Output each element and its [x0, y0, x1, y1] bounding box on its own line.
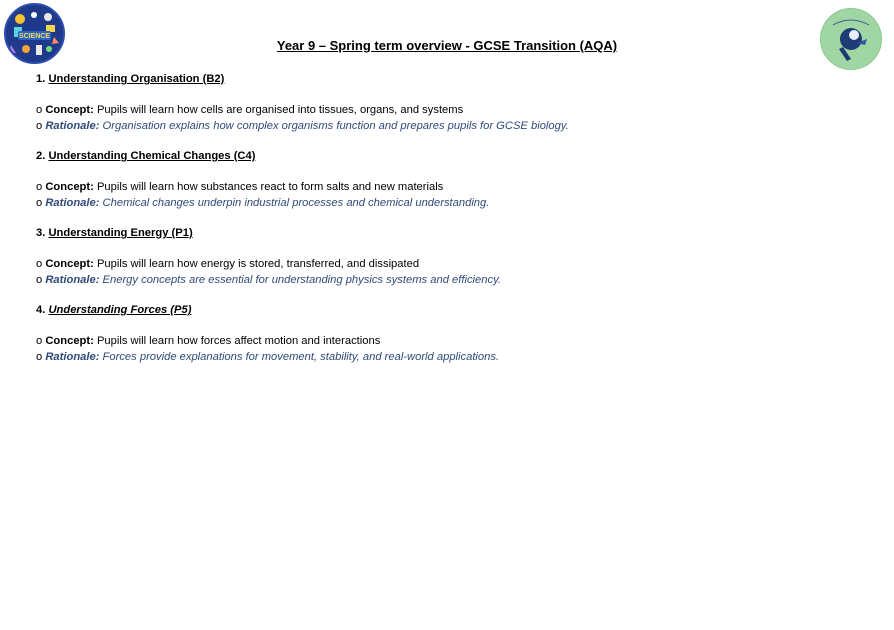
- rationale-line: [36, 118, 856, 134]
- section-title: Understanding Organisation (B2): [48, 73, 225, 85]
- bullet-marker: o: [36, 120, 43, 132]
- rationale-text: Forces provide explanations for movement, stability, and real-world applications.: [102, 351, 500, 363]
- science-logo: [4, 3, 65, 64]
- concept-label: Concept:: [45, 181, 94, 193]
- page-title: Year 9 – Spring term overview - GCSE Transition (AQA): [276, 38, 618, 53]
- rationale-text: Chemical changes underpin industrial processes and chemical understanding.: [102, 197, 490, 209]
- concept-text: Pupils will learn how substances react to form salts and new materials: [96, 181, 444, 193]
- rationale-label: Rationale:: [45, 351, 100, 363]
- section-chemical-changes: [36, 148, 856, 211]
- section-number: 3.: [36, 227, 46, 239]
- science-logo-art: [6, 5, 63, 62]
- section-heading: [36, 71, 856, 87]
- section-energy: [36, 225, 856, 288]
- rationale-line: [36, 272, 856, 288]
- bullet-marker: o: [36, 258, 43, 270]
- rationale-label: Rationale:: [45, 120, 100, 132]
- section-forces: [36, 302, 856, 365]
- concept-label: Concept:: [45, 258, 94, 270]
- concept-text: Pupils will learn how cells are organised into tissues, organs, and systems: [96, 104, 464, 116]
- overview-content: [36, 71, 856, 379]
- bullet-marker: o: [36, 181, 43, 193]
- bullet-marker: o: [36, 197, 43, 209]
- bullet-marker: o: [36, 335, 43, 347]
- concept-label: Concept:: [45, 335, 94, 347]
- concept-line: [36, 256, 856, 272]
- section-organisation: [36, 71, 856, 134]
- science-logo-text: SCIENCE: [18, 33, 51, 40]
- rationale-line: [36, 195, 856, 211]
- section-number: 2.: [36, 150, 46, 162]
- concept-line: [36, 102, 856, 118]
- section-number: 4.: [36, 304, 46, 316]
- concept-label: Concept:: [45, 104, 94, 116]
- concept-line: [36, 333, 856, 349]
- section-title: Understanding Forces (P5): [48, 304, 192, 316]
- rationale-label: Rationale:: [45, 197, 100, 209]
- section-title: Understanding Energy (P1): [48, 227, 193, 239]
- bullet-marker: o: [36, 274, 43, 286]
- rationale-text: Organisation explains how complex organisms function and prepares pupils for GCSE biology.: [102, 120, 569, 132]
- bullet-marker: o: [36, 351, 43, 363]
- concept-text: Pupils will learn how forces affect motion and interactions: [96, 335, 381, 347]
- section-number: 1.: [36, 73, 46, 85]
- rationale-label: Rationale:: [45, 274, 100, 286]
- rationale-text: Energy concepts are essential for understanding physics systems and efficiency.: [102, 274, 501, 286]
- section-heading: [36, 225, 856, 241]
- bullet-marker: o: [36, 104, 43, 116]
- section-heading: [36, 148, 856, 164]
- section-title: Understanding Chemical Changes (C4): [48, 150, 256, 162]
- section-heading: [36, 302, 856, 318]
- concept-line: [36, 179, 856, 195]
- concept-text: Pupils will learn how energy is stored, transferred, and dissipated: [96, 258, 420, 270]
- rationale-line: [36, 349, 856, 365]
